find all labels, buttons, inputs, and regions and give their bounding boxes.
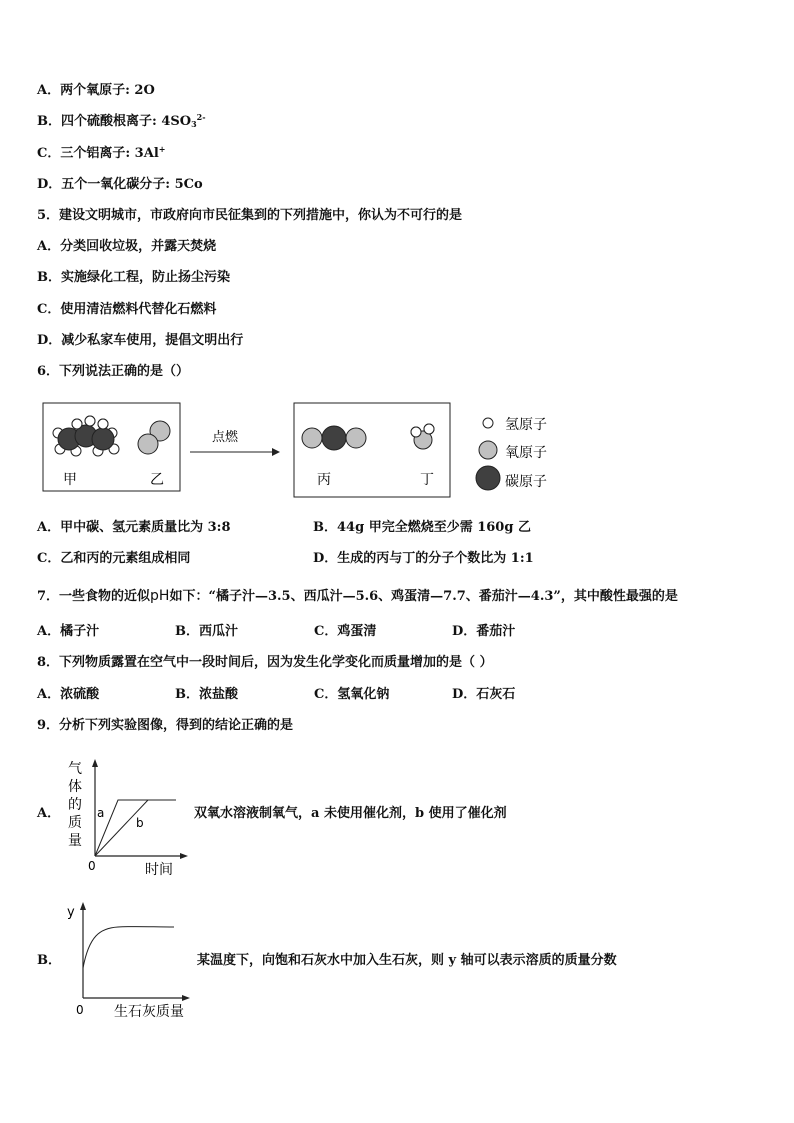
q8-option-c: C．氢氧化钠 <box>314 687 390 702</box>
q7-option-a: A．橘子汁 <box>37 624 100 639</box>
q4-option-d: D．五个一氧化碳分子: 5Co <box>37 177 203 192</box>
graph-b <box>62 898 202 1023</box>
q7-stem: 7．一些食物的近似pH如下：“橘子汁—3.5、西瓜汁—5.6、鸡蛋清—7.7、番茄汁—4.3”，其中酸性最强的是 <box>37 588 678 604</box>
graph-b-xlabel: 生石灰质量 <box>114 1004 184 1020</box>
q7-option-c: C．鸡蛋清 <box>314 624 377 639</box>
graph-a-origin: 0 <box>88 859 96 873</box>
q5-option-d: D．减少私家车使用，提倡文明出行 <box>37 333 244 348</box>
molecule-jia <box>53 416 119 456</box>
graph-b-origin: 0 <box>76 1003 84 1017</box>
molecule-ding <box>411 424 434 449</box>
molecule-bing <box>302 426 366 450</box>
q9-option-a-letter: A． <box>37 806 61 821</box>
q8-option-a: A．浓硫酸 <box>37 687 100 702</box>
legend-oxygen: 氧原子 <box>505 445 547 461</box>
q7-option-d: D．番茄汁 <box>452 624 516 639</box>
q5-option-c: C．使用清洁燃料代替化石燃料 <box>37 302 217 317</box>
q8-stem: 8．下列物质露置在空气中一段时间后，因为发生化学变化而质量增加的是（ ） <box>37 655 493 670</box>
label-jia: 甲 <box>63 472 77 488</box>
q6-option-c: C．乙和丙的元素组成相同 <box>37 551 191 566</box>
q7-option-b: B．西瓜汁 <box>175 624 238 639</box>
graph-a-ylabel-2: 的 <box>68 797 82 813</box>
q4-option-b: B．四个硫酸根离子: $4SO_3^{2-}$ <box>37 112 206 129</box>
q4-option-a: A．两个氧原子: 2O <box>37 83 155 98</box>
arrow-head <box>272 448 280 456</box>
legend-carbon: 碳原子 <box>505 474 547 490</box>
q8-option-b: B．浓盐酸 <box>175 687 238 702</box>
graph-a <box>62 757 192 882</box>
q8-option-d: D．石灰石 <box>452 687 516 702</box>
graph-a-ylabel-3: 质 <box>68 815 82 831</box>
graph-a-label-b: b <box>136 816 144 830</box>
label-ding: 丁 <box>420 472 434 488</box>
graph-a-ylabel-1: 体 <box>68 779 82 795</box>
q5-option-b: B．实施绿化工程，防止扬尘污染 <box>37 270 230 285</box>
label-bing: 丙 <box>317 472 331 488</box>
molecule-yi <box>138 421 170 454</box>
reaction-diagram <box>40 398 600 508</box>
q6-option-b: B．44g 甲完全燃烧至少需 160g 乙 <box>313 520 531 535</box>
graph-a-ylabel-0: 气 <box>68 761 82 777</box>
q6-option-a: A．甲中碳、氢元素质量比为 3:8 <box>37 520 231 535</box>
q9-option-b-caption: 某温度下，向饱和石灰水中加入生石灰，则 y 轴可以表示溶质的质量分数 <box>197 953 617 968</box>
arrow-label: 点燃 <box>212 430 239 445</box>
q4-option-c: C．三个铝离子: 3Al+ <box>37 144 166 161</box>
q5-option-a: A．分类回收垃圾，并露天焚烧 <box>37 239 217 254</box>
graph-a-ylabel-4: 量 <box>68 833 82 849</box>
q6-option-d: D．生成的丙与丁的分子个数比为 1:1 <box>313 551 534 566</box>
q9-option-a-caption: 双氧水溶液制氧气，a 未使用催化剂，b 使用了催化剂 <box>194 806 507 821</box>
legend <box>476 418 500 490</box>
graph-b-ylabel: y <box>67 905 75 920</box>
graph-a-xlabel: 时间 <box>145 862 173 878</box>
graph-b-curve <box>83 927 174 968</box>
q5-stem: 5．建设文明城市，市政府向市民征集到的下列措施中，你认为不可行的是 <box>37 208 463 223</box>
q9-stem: 9．分析下列实验图像，得到的结论正确的是 <box>37 718 294 733</box>
legend-hydrogen: 氢原子 <box>505 417 547 433</box>
q9-option-b-letter: B． <box>37 953 61 968</box>
label-yi: 乙 <box>150 472 164 488</box>
graph-a-label-a: a <box>97 806 105 820</box>
q6-stem: 6．下列说法正确的是（） <box>37 364 190 379</box>
